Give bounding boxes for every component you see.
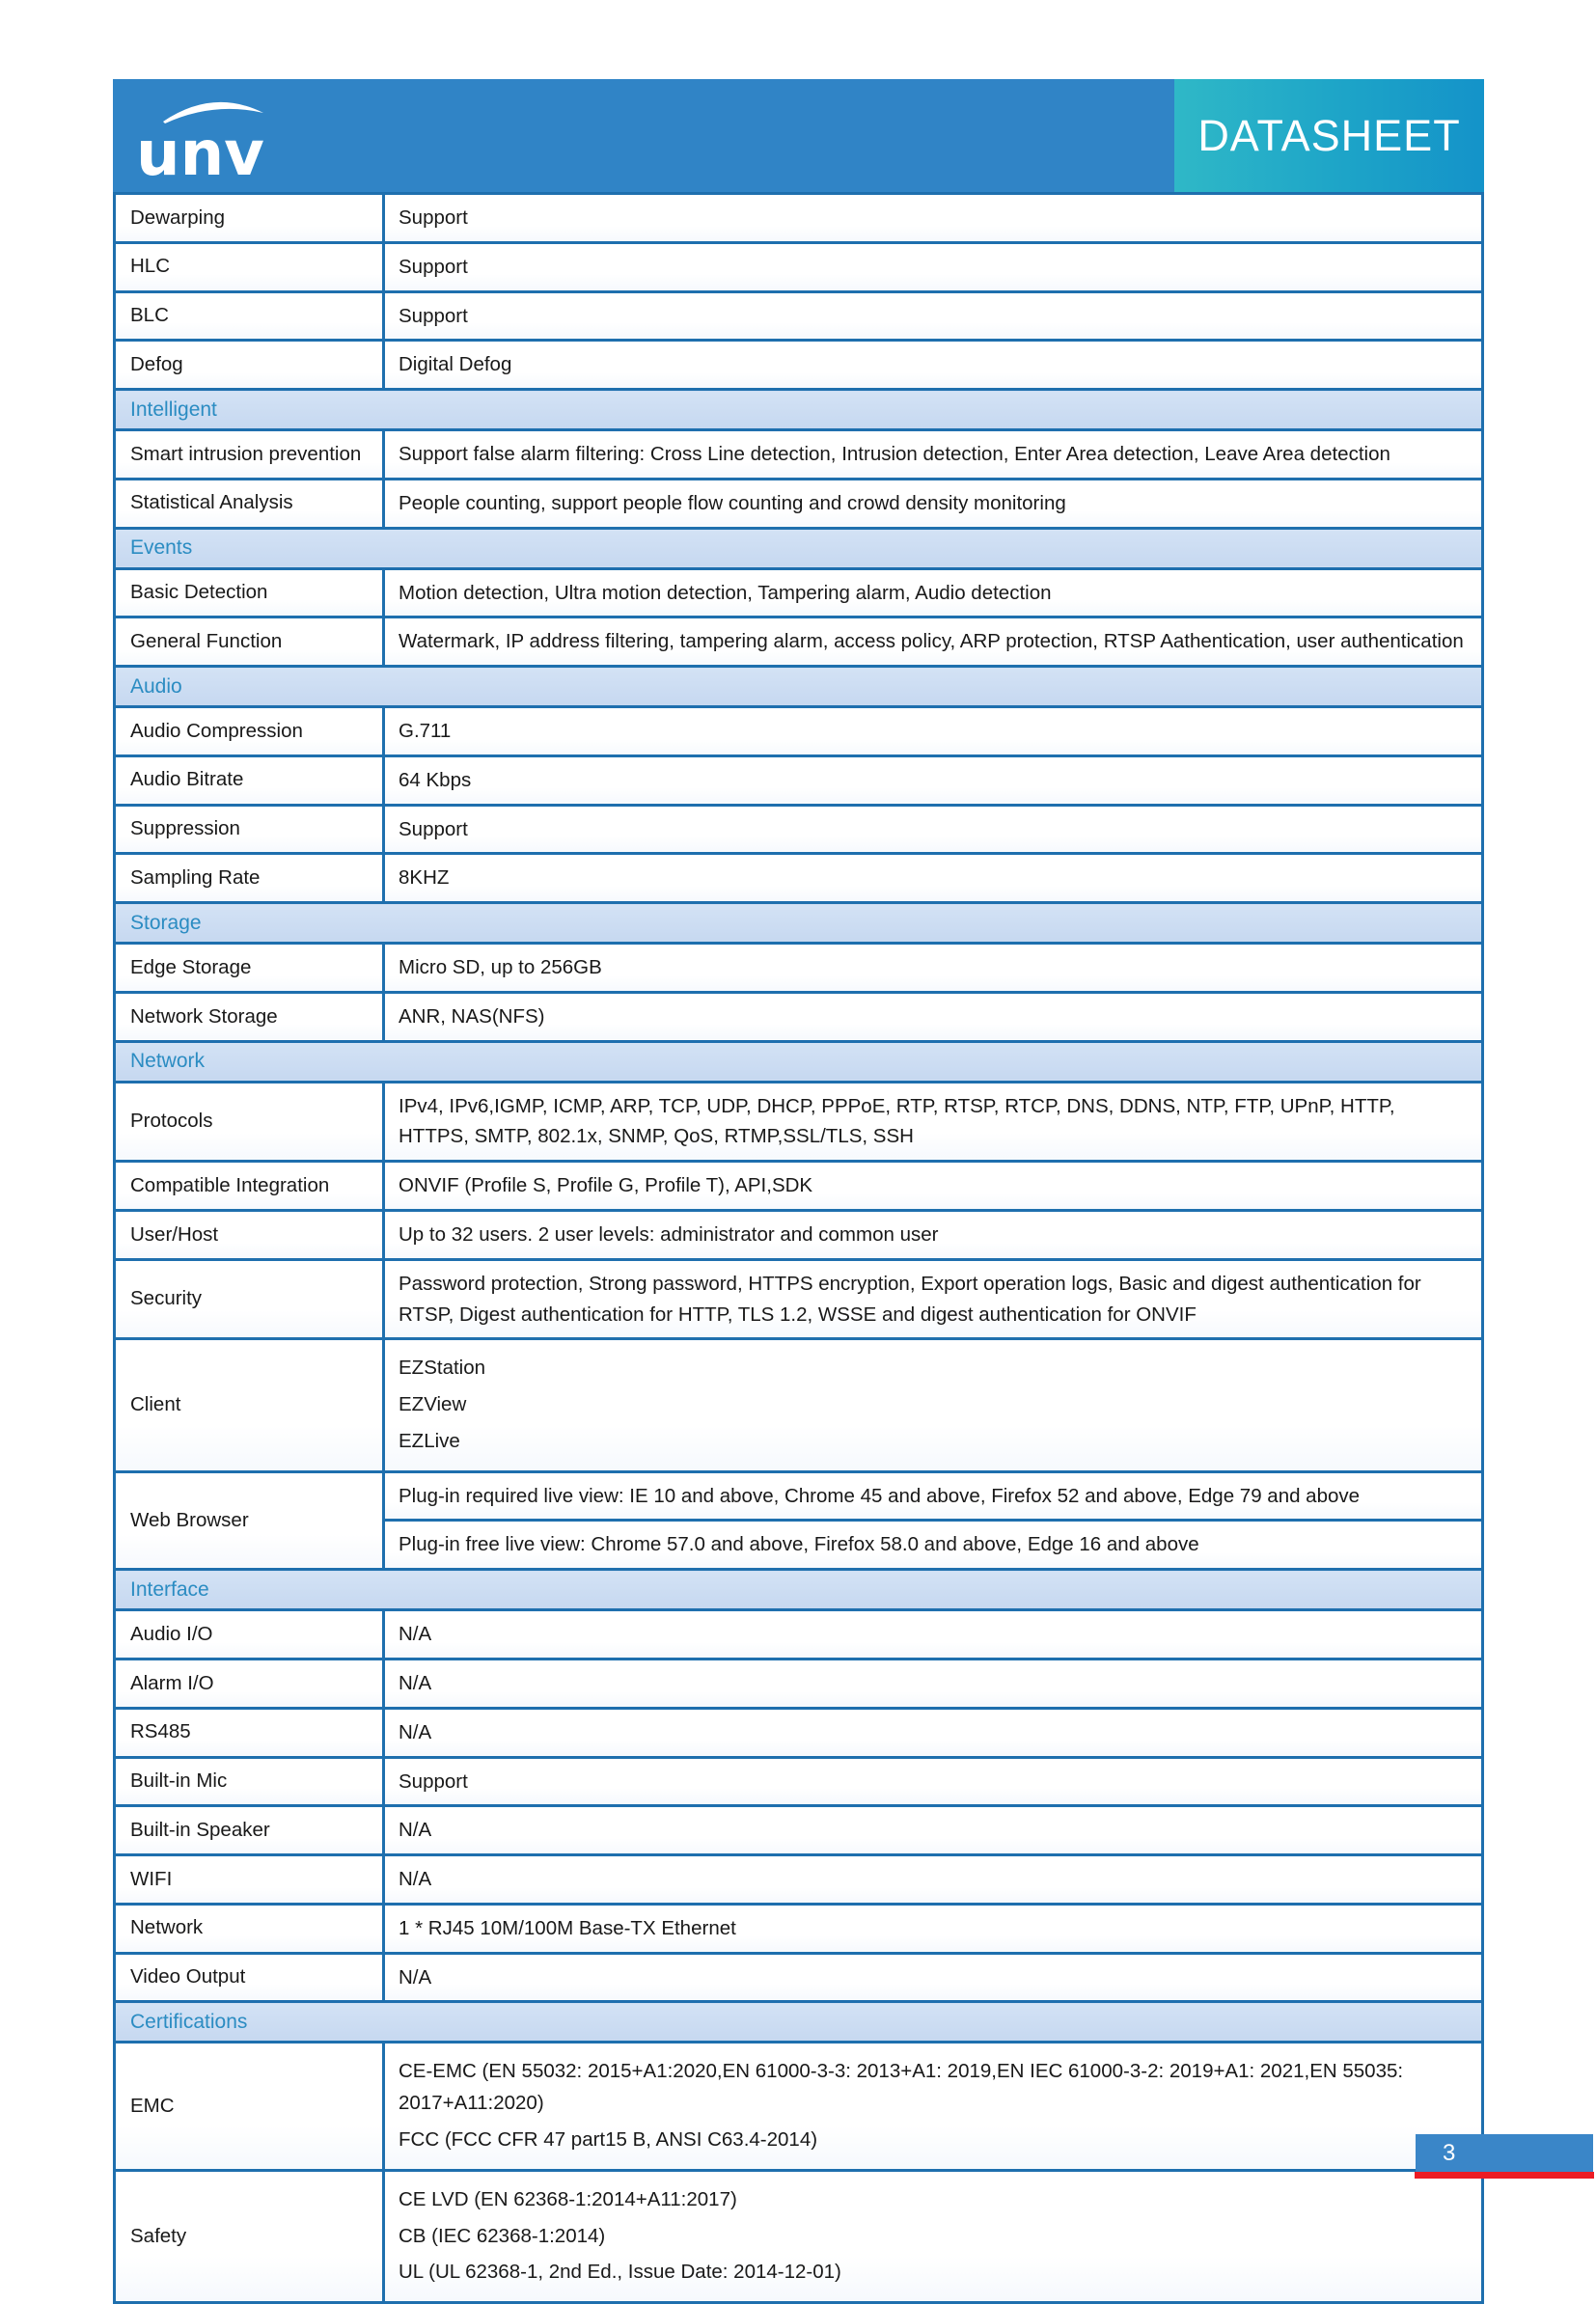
spec-label: HLC — [115, 242, 384, 291]
spec-label: WIFI — [115, 1855, 384, 1905]
table-row — [115, 194, 1483, 243]
section-title: Storage — [115, 903, 1483, 944]
spec-value: N/A — [384, 1953, 1483, 2002]
spec-value: Support — [384, 194, 1483, 243]
spec-value: 64 Kbps — [384, 755, 1483, 805]
spec-value: N/A — [384, 1659, 1483, 1709]
spec-value: ONVIF (Profile S, Profile G, Profile T), API,SDK — [384, 1162, 1483, 1211]
table-row — [115, 617, 1483, 667]
section-row — [115, 528, 1483, 568]
spec-value: People counting, support people flow counting and crowd density monitoring — [384, 479, 1483, 528]
table-row — [115, 1259, 1483, 1339]
table-row — [115, 1855, 1483, 1905]
spec-value-line: FCC (FCC CFR 47 part15 B, ANSI C63.4-2014) — [399, 2127, 818, 2151]
table-row — [115, 568, 1483, 617]
spec-value: G.711 — [384, 707, 1483, 756]
section-title: Events — [115, 528, 1483, 568]
spec-label: Defog — [115, 341, 384, 390]
spec-value-line: EZStation — [399, 1357, 486, 1380]
spec-label: Compatible Integration — [115, 1162, 384, 1211]
table-row — [115, 1211, 1483, 1260]
unv-logo-text: unv — [136, 119, 264, 186]
spec-value: Support — [384, 291, 1483, 341]
spec-value: N/A — [384, 1806, 1483, 1855]
spec-label: Safety — [115, 2170, 384, 2302]
section-row — [115, 667, 1483, 707]
spec-value: 8KHZ — [384, 854, 1483, 903]
spec-value: Watermark, IP address filtering, tampering alarm, access policy, ARP protection, RTSP Aathentication, user authentication — [384, 617, 1483, 667]
table-row — [115, 2170, 1483, 2302]
spec-label: Statistical Analysis — [115, 479, 384, 528]
table-row — [115, 2043, 1483, 2170]
spec-table — [113, 192, 1484, 2304]
spec-value-line: EZView — [399, 1393, 467, 1416]
table-row — [115, 341, 1483, 390]
spec-label: Built-in Mic — [115, 1757, 384, 1806]
spec-label: Audio Bitrate — [115, 755, 384, 805]
spec-value: N/A — [384, 1708, 1483, 1757]
table-row — [115, 291, 1483, 341]
spec-value: Up to 32 users. 2 user levels: administrator and common user — [384, 1211, 1483, 1260]
spec-label: Dewarping — [115, 194, 384, 243]
spec-label: RS485 — [115, 1708, 384, 1757]
page-number-underline — [1415, 2172, 1594, 2179]
spec-value: ANR, NAS(NFS) — [384, 992, 1483, 1041]
spec-label: Basic Detection — [115, 568, 384, 617]
section-title: Network — [115, 1041, 1483, 1082]
spec-label: User/Host — [115, 1211, 384, 1260]
table-row — [115, 1708, 1483, 1757]
spec-value — [384, 2170, 1483, 2302]
section-title: Intelligent — [115, 390, 1483, 430]
spec-value: 1 * RJ45 10M/100M Base-TX Ethernet — [384, 1904, 1483, 1953]
section-row — [115, 1570, 1483, 1610]
section-title: Audio — [115, 667, 1483, 707]
table-row — [115, 1471, 1483, 1521]
table-row — [115, 1904, 1483, 1953]
datasheet-banner-box — [1174, 79, 1484, 192]
spec-label: Protocols — [115, 1082, 384, 1162]
page-number: 3 — [1443, 2140, 1456, 2166]
spec-value: Support — [384, 805, 1483, 854]
spec-value-line: CE LVD (EN 62368-1:2014+A11:2017) — [399, 2187, 737, 2210]
spec-value-line: EZLive — [399, 1429, 460, 1452]
spec-label: Smart intrusion prevention — [115, 430, 384, 480]
spec-value: Motion detection, Ultra motion detection, Tampering alarm, Audio detection — [384, 568, 1483, 617]
spec-value: N/A — [384, 1610, 1483, 1659]
header-banner — [113, 79, 1484, 192]
table-row — [115, 992, 1483, 1041]
table-row — [115, 854, 1483, 903]
unv-logo — [134, 90, 298, 186]
spec-value: Plug-in required live view: IE 10 and above, Chrome 45 and above, Firefox 52 and above, Edge 79 and above — [384, 1471, 1483, 1521]
spec-label: Audio Compression — [115, 707, 384, 756]
spec-value: Support — [384, 242, 1483, 291]
page-number-badge — [1416, 2134, 1593, 2172]
section-title: Interface — [115, 1570, 1483, 1610]
table-row — [115, 805, 1483, 854]
spec-label: Client — [115, 1339, 384, 1471]
spec-value: Digital Defog — [384, 341, 1483, 390]
spec-label: Security — [115, 1259, 384, 1339]
spec-value: Plug-in free live view: Chrome 57.0 and above, Firefox 58.0 and above, Edge 16 and above — [384, 1521, 1483, 1570]
spec-value-line: UL (UL 62368-1, 2nd Ed., Issue Date: 2014-12-01) — [399, 2261, 841, 2284]
spec-label: Web Browser — [115, 1471, 384, 1570]
table-row — [115, 242, 1483, 291]
table-row — [115, 1953, 1483, 2002]
spec-table-grid — [113, 192, 1484, 2304]
spec-label: BLC — [115, 291, 384, 341]
spec-label: Alarm I/O — [115, 1659, 384, 1709]
spec-label: Video Output — [115, 1953, 384, 2002]
table-row — [115, 1757, 1483, 1806]
table-row — [115, 707, 1483, 756]
spec-value: N/A — [384, 1855, 1483, 1905]
table-row — [115, 1610, 1483, 1659]
section-row — [115, 390, 1483, 430]
spec-value: Support — [384, 1757, 1483, 1806]
table-row — [115, 1082, 1483, 1162]
table-row — [115, 430, 1483, 480]
spec-label: Network Storage — [115, 992, 384, 1041]
section-title: Certifications — [115, 2002, 1483, 2043]
spec-label: Edge Storage — [115, 944, 384, 993]
table-row — [115, 1339, 1483, 1471]
table-row — [115, 1659, 1483, 1709]
spec-value: IPv4, IPv6,IGMP, ICMP, ARP, TCP, UDP, DHCP, PPPoE, RTP, RTSP, RTCP, DNS, DDNS, NTP, FTP, UPnP, HTTP, HTTPS, SMTP, 802.1x, SNMP, QoS, RTMP,SSL/TLS, SSH — [384, 1082, 1483, 1162]
spec-value-line: CE-EMC (EN 55032: 2015+A1:2020,EN 61000-3-3: 2013+A1: 2019,EN IEC 61000-3-2: 2019+A1: 2021,EN 55035: 2017+A11:2020) — [399, 2060, 1404, 2115]
spec-value: Password protection, Strong password, HTTPS encryption, Export operation logs, Basic and digest authentication for RTSP, Digest authentication for HTTP, TLS 1.2, WSSE and digest authentication for ONVIF — [384, 1259, 1483, 1339]
table-row — [115, 479, 1483, 528]
spec-value: Support false alarm filtering: Cross Line detection, Intrusion detection, Enter Area detection, Leave Area detection — [384, 430, 1483, 480]
spec-label: Suppression — [115, 805, 384, 854]
spec-value: Micro SD, up to 256GB — [384, 944, 1483, 993]
table-row — [115, 755, 1483, 805]
datasheet-title: DATASHEET — [1197, 110, 1461, 160]
section-row — [115, 903, 1483, 944]
spec-value — [384, 1339, 1483, 1471]
spec-label: Built-in Speaker — [115, 1806, 384, 1855]
section-row — [115, 2002, 1483, 2043]
unv-logo-icon — [134, 90, 298, 186]
spec-label: General Function — [115, 617, 384, 667]
table-row — [115, 944, 1483, 993]
section-row — [115, 1041, 1483, 1082]
spec-label: Sampling Rate — [115, 854, 384, 903]
table-row — [115, 1162, 1483, 1211]
spec-label: EMC — [115, 2043, 384, 2170]
spec-value — [384, 2043, 1483, 2170]
spec-label: Audio I/O — [115, 1610, 384, 1659]
spec-label: Network — [115, 1904, 384, 1953]
spec-value-line: CB (IEC 62368-1:2014) — [399, 2224, 606, 2247]
table-row — [115, 1806, 1483, 1855]
